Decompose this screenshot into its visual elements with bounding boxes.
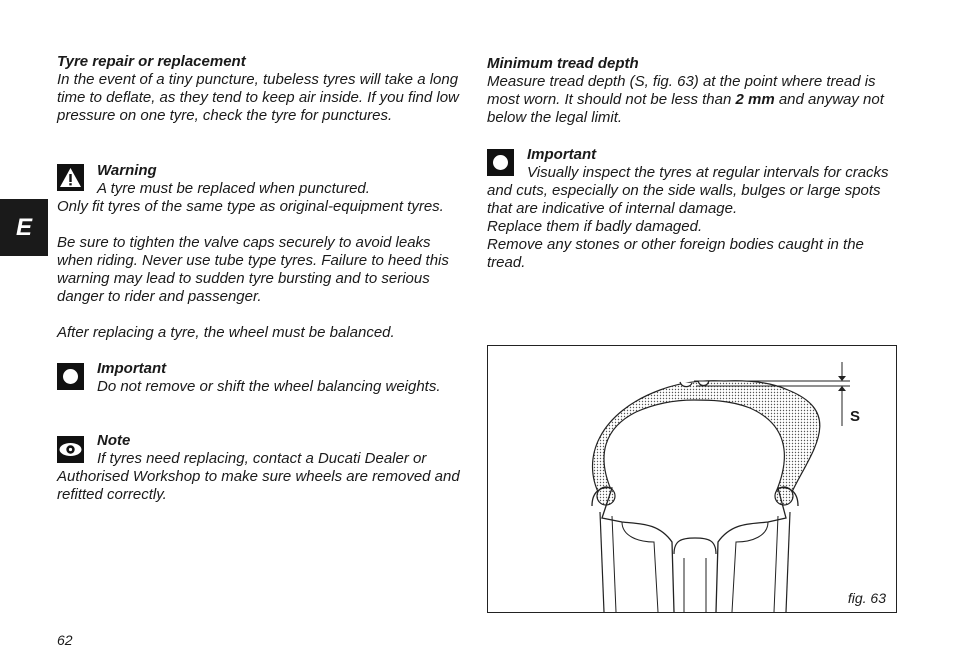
tread-text-a: Measure tread depth (S, fig. 63) at the point where tread is most worn. It should not be less than	[487, 73, 876, 108]
important-text-right-2: Replace them if badly damaged.	[487, 218, 703, 235]
figure-caption: fig. 63	[847, 590, 886, 606]
warning-text-2: Be sure to tighten the valve caps securely to avoid leaks when riding. Never use tube type tyres. Failure to heed this warning may lead to sudden tyre bursting and to serious danger to rider and passenger.	[57, 234, 449, 305]
important-heading-right: Important	[527, 146, 597, 163]
important-text-right-3: Remove any stones or other foreign bodies caught in the tread.	[487, 236, 864, 271]
tread-text	[487, 73, 899, 127]
page-number: 62	[57, 632, 73, 648]
warning-triangle-icon	[57, 164, 84, 191]
repair-text: In the event of a tiny puncture, tubeless tyres will take a long time to deflate, as they tend to keep air inside. If you find low pressure on one tyre, check the tyre for punctures.	[57, 71, 459, 124]
repair-heading: Tyre repair or replacement	[57, 53, 246, 70]
warning-text: Only fit tyres of the same type as original-equipment tyres.	[57, 198, 444, 215]
tread-depth-label: S	[850, 408, 861, 425]
balance-text: After replacing a tyre, the wheel must be balanced.	[57, 324, 395, 341]
tyre-cross-section-drawing	[488, 346, 896, 612]
note-text: If tyres need replacing, contact a Ducati Dealer or Authorised Workshop to make sure wheels are removed and refitted correctly.	[57, 450, 460, 503]
tread-heading: Minimum tread depth	[487, 55, 639, 72]
tyre-figure	[487, 345, 897, 613]
warning-line: A tyre must be replaced when punctured.	[97, 180, 370, 197]
important-heading-left: Important	[97, 360, 167, 377]
important-text-right: Visually inspect the tyres at regular intervals for cracks and cuts, especially on the side walls, bulges or large spots that are indicative of internal damage.	[487, 164, 889, 217]
language-tab: E	[0, 199, 48, 256]
tread-text-b: and anyway not below the legal limit.	[487, 91, 884, 126]
note-heading: Note	[97, 432, 131, 449]
important-line-left: Do not remove or shift the wheel balancing weights.	[97, 378, 441, 395]
warning-heading: Warning	[97, 162, 157, 179]
tread-min-value: 2 mm	[735, 91, 775, 108]
important-dot-icon	[57, 363, 84, 390]
